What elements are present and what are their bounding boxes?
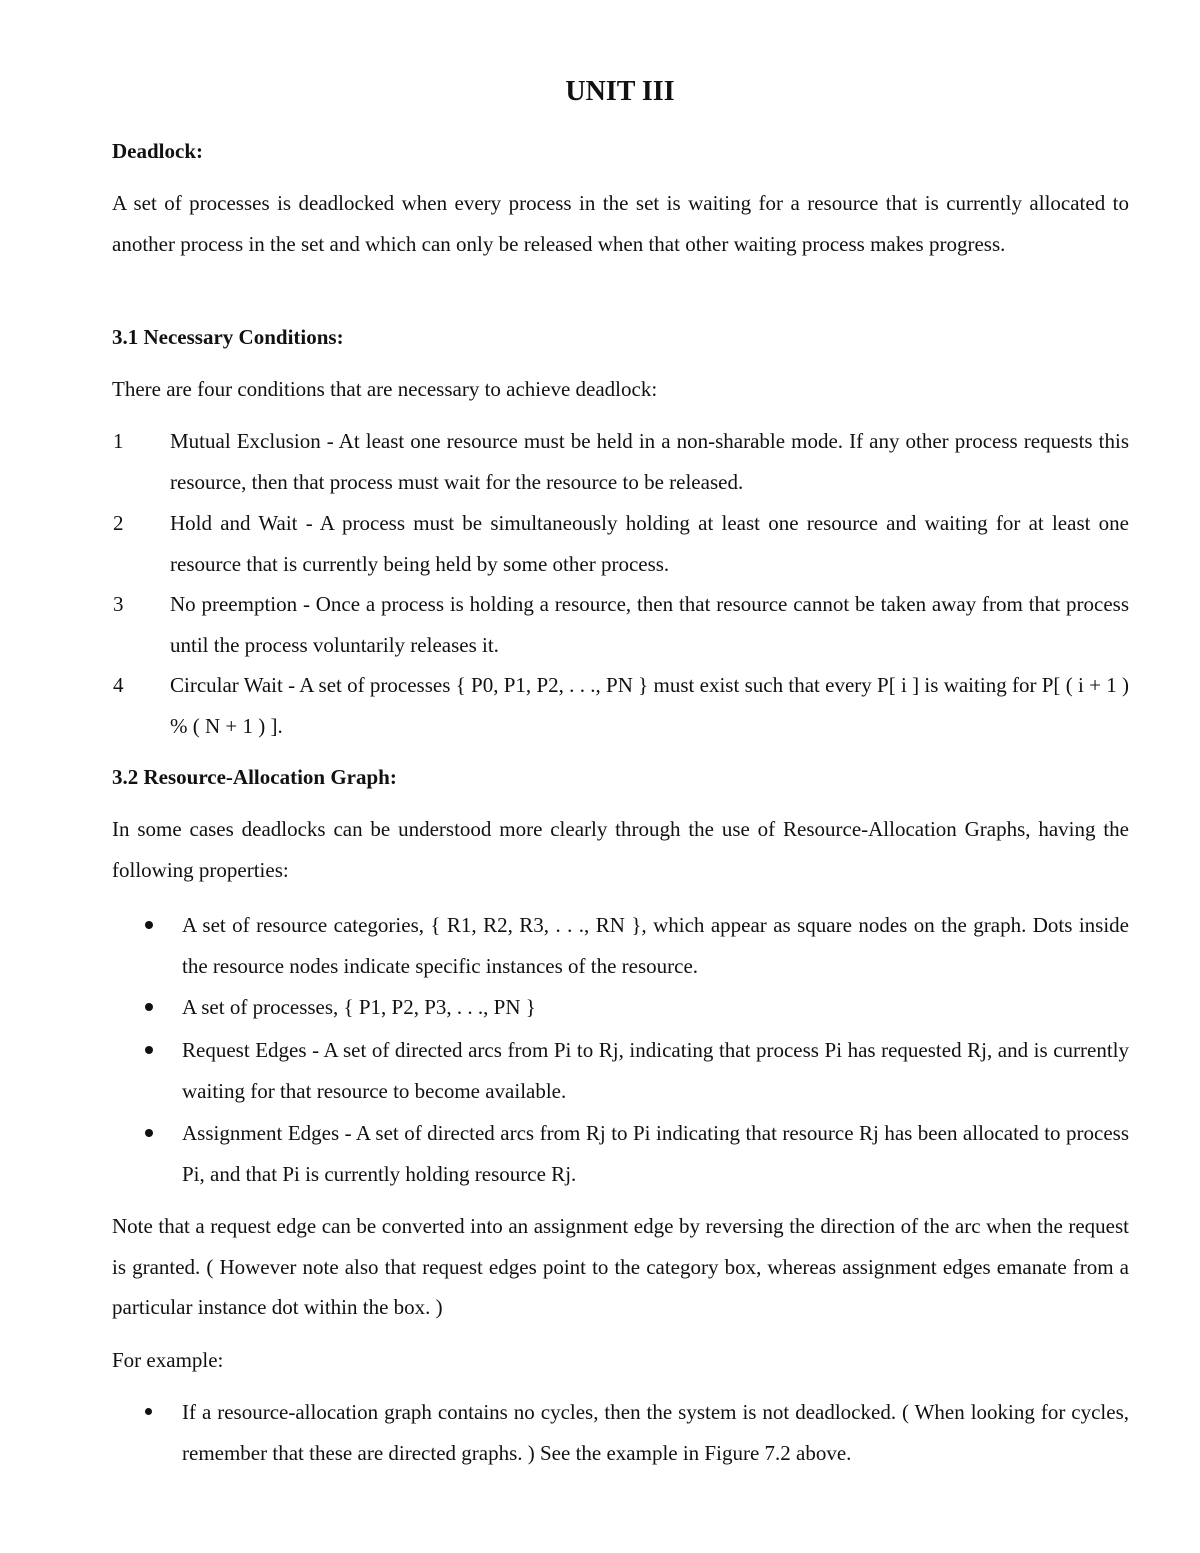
necessary-conditions-intro: There are four conditions that are necessary to achieve deadlock: <box>112 377 658 401</box>
rag-bullet-text: A set of resource categories, { R1, R2, R3, . . ., RN }, which appear as square nodes on the graph. Dots inside the resource nodes indicate specific instances of the resource. <box>182 913 1129 978</box>
bullet-dot <box>145 1392 157 1432</box>
rag-note: Note that a request edge can be converted into an assignment edge by reversing the direction of the arc when the request is granted. ( However note also that request edges point to the category box, whereas assignment edges emanate from a particular instance dot within the box. ) <box>112 1214 1129 1319</box>
rag-bullet-text: Assignment Edges - A set of directed arcs from Rj to Pi indicating that resource Rj has been allocated to process Pi, and that Pi is currently holding resource Rj. <box>182 1121 1129 1186</box>
rag-bullet-text: A set of processes, { P1, P2, P3, . . ., PN } <box>182 995 536 1019</box>
page-title: UNIT III <box>565 76 675 107</box>
condition-number: 4 <box>113 673 124 697</box>
deadlock-heading: Deadlock: <box>112 139 203 163</box>
condition-number: 2 <box>113 511 124 535</box>
condition-number: 1 <box>113 429 124 453</box>
condition-text: Mutual Exclusion - At least one resource must be held in a non-sharable mode. If any other process requests this resource, then that process must wait for the resource to be released. <box>170 429 1129 494</box>
deadlock-paragraph: A set of processes is deadlocked when every process in the set is waiting for a resource that is currently allocated to another process in the set and which can only be released when that other waiting process makes progress. <box>112 191 1129 256</box>
condition-text: Hold and Wait - A process must be simultaneously holding at least one resource and waiting for at least one resource that is currently being held by some other process. <box>170 511 1129 576</box>
rag-heading: 3.2 Resource-Allocation Graph: <box>112 765 397 789</box>
example-intro: For example: <box>112 1348 224 1372</box>
rag-bullet-text: Request Edges - A set of directed arcs from Pi to Rj, indicating that process Pi has requested Rj, and is currently waiting for that resource to become available. <box>182 1038 1129 1103</box>
condition-number: 3 <box>113 592 124 616</box>
condition-text: No preemption - Once a process is holding a resource, then that resource cannot be taken away from that process until the process voluntarily releases it. <box>170 592 1129 657</box>
example-bullet-text: If a resource-allocation graph contains no cycles, then the system is not deadlocked. ( When looking for cycles, remember that these are directed graphs. ) See the example in Figure 7.2 above. <box>182 1400 1129 1465</box>
condition-text: Circular Wait - A set of processes { P0, P1, P2, . . ., PN } must exist such that every P[ i ] is waiting for P[ ( i + 1 ) % ( N + 1 ) ]. <box>170 673 1129 738</box>
bullet-dot <box>145 987 157 1027</box>
bullet-dot <box>145 1113 157 1153</box>
rag-intro: In some cases deadlocks can be understood more clearly through the use of Resource-Allocation Graphs, having the following properties: <box>112 817 1129 882</box>
bullet-dot <box>145 905 157 945</box>
necessary-conditions-heading: 3.1 Necessary Conditions: <box>112 325 344 349</box>
bullet-dot <box>145 1030 157 1070</box>
